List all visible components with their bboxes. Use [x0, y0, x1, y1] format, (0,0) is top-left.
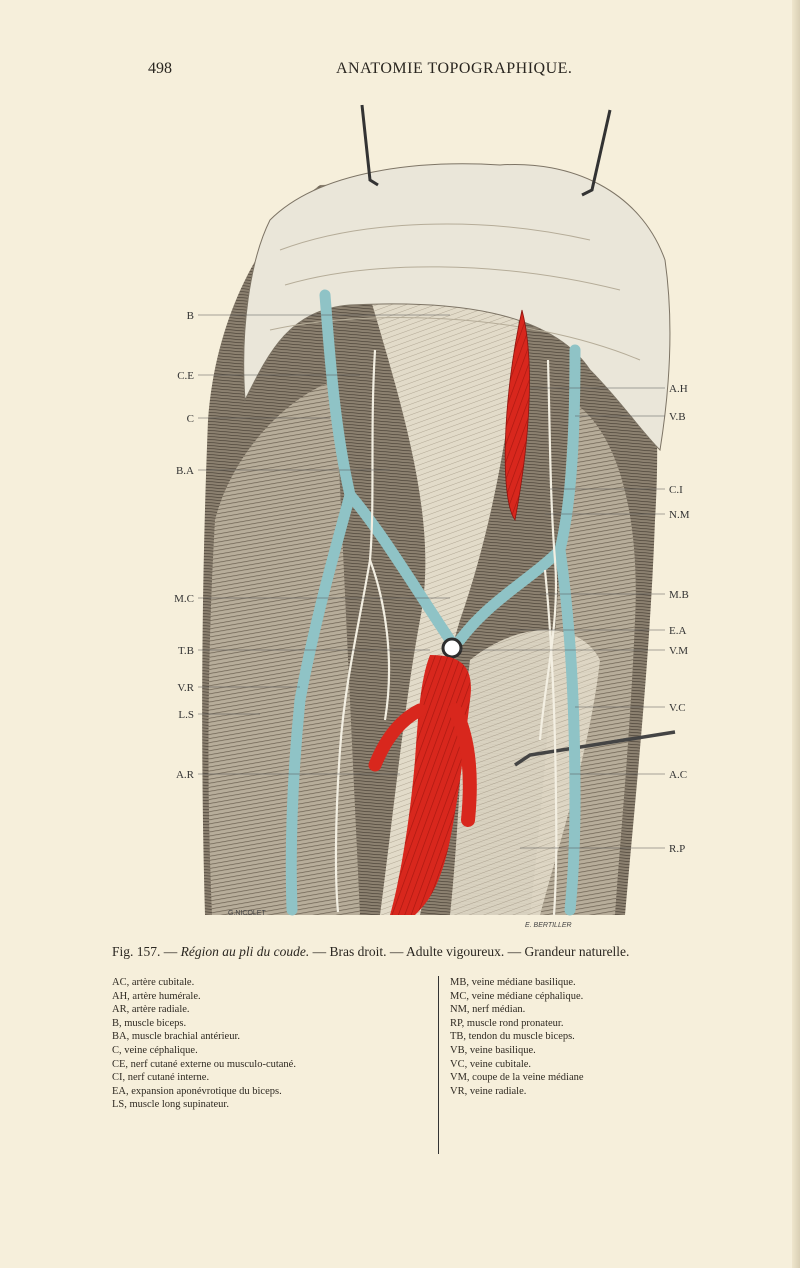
figure-label: C.E — [177, 370, 194, 382]
anatomical-figure — [120, 100, 720, 930]
legend-item: EA, expansion aponévrotique du biceps. — [112, 1085, 282, 1097]
figure-label: L.S — [178, 709, 194, 721]
legend-item: VM, coupe de la veine médiane — [450, 1072, 584, 1084]
figure-title: Région au pli du coude. — [180, 944, 310, 959]
legend-item: AH, artère humérale. — [112, 990, 201, 1002]
figure-label: V.R — [177, 682, 194, 694]
engraver-signature-right: E. BERTILLER — [525, 922, 572, 929]
figure-label: V.B — [669, 411, 686, 423]
legend-right-column — [450, 976, 770, 1098]
right-labels — [669, 383, 690, 855]
elbow-illustration — [120, 100, 720, 930]
legend-item: CE, nerf cutané externe ou musculo-cutané. — [112, 1058, 296, 1070]
caption-dash: — — [160, 944, 181, 959]
legend-item: CI, nerf cutané interne. — [112, 1072, 210, 1084]
legend-item: VC, veine cubitale. — [450, 1058, 532, 1070]
legend-item: LS, muscle long supinateur. — [112, 1099, 229, 1111]
page-header — [0, 60, 800, 84]
engraver-signature-left: G.NICOLET — [228, 910, 266, 917]
legend-item: NM, nerf médian. — [450, 1004, 526, 1016]
figure-label: T.B — [178, 645, 194, 657]
page-number: 498 — [148, 60, 172, 77]
figure-label: C — [186, 413, 194, 425]
running-title: ANATOMIE TOPOGRAPHIQUE. — [336, 60, 573, 77]
legend-left-column — [112, 976, 432, 1112]
figure-label: C.I — [669, 484, 683, 496]
legend-item: RP, muscle rond pronateur. — [450, 1017, 564, 1029]
figure-label: M.C — [174, 593, 194, 605]
figure-label: M.B — [669, 589, 689, 601]
figure-caption — [112, 944, 792, 960]
median-vein-cut — [443, 639, 461, 657]
legend-item: C, veine céphalique. — [112, 1044, 198, 1056]
legend-item: MB, veine médiane basilique. — [450, 977, 576, 988]
figure-label: V.C — [669, 702, 686, 714]
caption-details: — Bras droit. — Adulte vigoureux. — Grandeur naturelle. — [309, 944, 630, 959]
figure-label: R.P — [669, 843, 686, 855]
figure-label: A.C — [669, 769, 688, 781]
legend-item: B, muscle biceps. — [112, 1017, 187, 1029]
figure-label: B.A — [175, 465, 194, 477]
left-labels — [174, 310, 195, 781]
figure-label: A.H — [669, 383, 688, 395]
figure-label: E.A — [669, 625, 687, 637]
legend-divider — [438, 976, 439, 1154]
figure-number: Fig. 157. — [112, 944, 161, 959]
legend-item: AR, artère radiale. — [112, 1004, 190, 1016]
legend-item: VB, veine basilique. — [450, 1044, 536, 1056]
page-edge — [792, 0, 800, 1268]
legend-item: TB, tendon du muscle biceps. — [450, 1031, 575, 1043]
figure-label: V.M — [669, 645, 689, 657]
legend-item: AC, artère cubitale. — [112, 977, 195, 988]
figure-label: B — [186, 310, 194, 322]
figure-label: A.R — [175, 769, 194, 781]
legend-item: MC, veine médiane céphalique. — [450, 990, 584, 1002]
legend-item: VR, veine radiale. — [450, 1085, 527, 1097]
figure-label: N.M — [669, 509, 690, 521]
legend-item: BA, muscle brachial antérieur. — [112, 1031, 240, 1043]
